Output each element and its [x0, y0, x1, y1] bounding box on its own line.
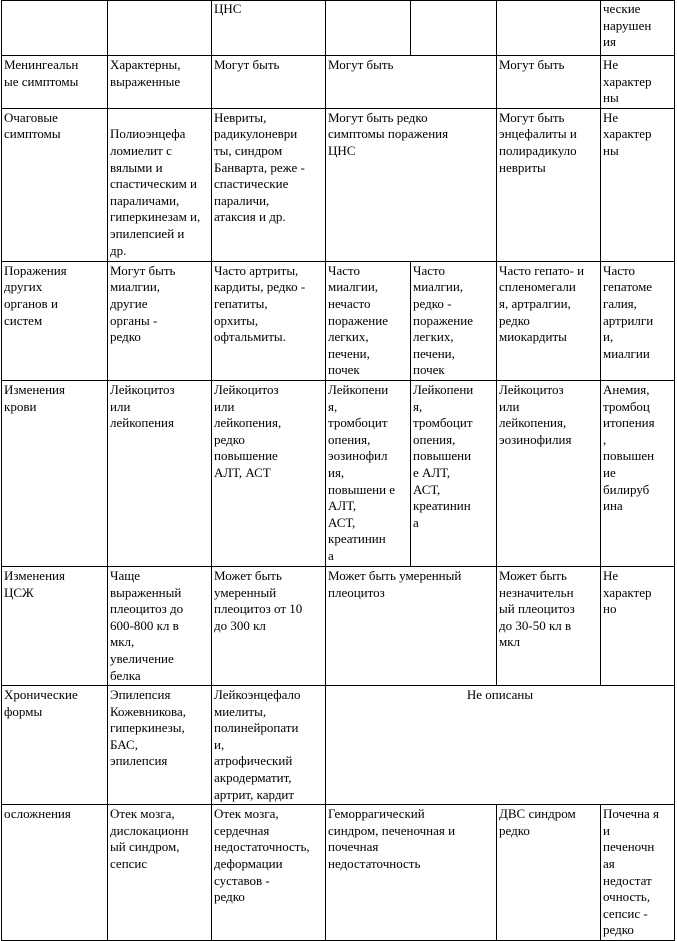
cell-complications-label: осложнения: [2, 805, 108, 941]
cell-complications-col4: ДВС синдром редко: [497, 805, 601, 941]
cell-chronic-label: Хронические формы: [2, 686, 108, 805]
cell-csf-label: Изменения ЦСЖ: [2, 566, 108, 685]
cell-organs-col2: Часто артриты, кардиты, редко - гепатиты, орхиты, офтальмиты.: [212, 261, 326, 380]
cell-organs-col4: Часто миалгии, редко - поражение легких, печени, почек: [411, 261, 497, 380]
table-row-focal: [2, 108, 675, 261]
cell-blood-col4: Лейкопени я, тромбоцит опения, повышени е АЛТ, АСТ, креатинин а: [411, 380, 497, 566]
cell-focal-col2: Невриты, радикулоневри ты, синдром Банварта, реже - спастические параличи, атаксия и др.: [212, 108, 326, 261]
cell-blood-col6: Анемия, тромбоц итопения , повышен ие билируб ина: [601, 380, 675, 566]
cell-csf-col3: Может быть умеренный плеоцитоз: [326, 566, 497, 685]
cell-top-col5: [497, 1, 601, 56]
cell-blood-col1: Лейкоцитоз или лейкопения: [108, 380, 212, 566]
cell-complications-col3: Геморрагический синдром, печеночная и почечная недостаточность: [326, 805, 497, 941]
table-row-csf: [2, 566, 675, 685]
cell-focal-col1: Полиоэнцефа ломиелит с вялыми и спастическим и параличами, гиперкинезам и, эпилепсией и др.: [108, 108, 212, 261]
cell-chronic-not-described: Не описаны: [326, 686, 675, 805]
table-row-complications: [2, 805, 675, 941]
cell-top-label: [2, 1, 108, 56]
table-row-top: [2, 1, 675, 56]
cell-csf-col2: Может быть умеренный плеоцитоз от 10 до 300 кл: [212, 566, 326, 685]
cell-blood-label: Изменения крови: [2, 380, 108, 566]
cell-meningeal-col5: Не характер ны: [601, 56, 675, 109]
cell-organs-col3: Часто миалгии, нечасто поражение легких, печени, почек: [326, 261, 411, 380]
cell-meningeal-col2: Могут быть: [212, 56, 326, 109]
cell-complications-col2: Отек мозга, сердечная недостаточность, деформации суставов - редко: [212, 805, 326, 941]
cell-top-col1: [108, 1, 212, 56]
cell-organs-col6: Часто гепатоме галия, артрилги и, миалгии: [601, 261, 675, 380]
cell-focal-col4: Могут быть энцефалиты и полирадикуло невриты: [497, 108, 601, 261]
cell-csf-col1: Чаще выраженный плеоцитоз до 600-800 кл в мкл, увеличение белка: [108, 566, 212, 685]
cell-organs-col5: Часто гепато- и спленомегали я, артралгии, редко миокардиты: [497, 261, 601, 380]
cell-top-col6: ческие нарушен ия: [601, 1, 675, 56]
table-row-meningeal: [2, 56, 675, 109]
cell-complications-col1: Отек мозга, дислокационн ый синдром, сепсис: [108, 805, 212, 941]
table-row-chronic: [2, 686, 675, 805]
cell-organs-label: Поражения других органов и систем: [2, 261, 108, 380]
cell-organs-col1: Могут быть миалгии, другие органы - редко: [108, 261, 212, 380]
cell-complications-col5: Почечна я и печеночн ая недостат очность, сепсис - редко: [601, 805, 675, 941]
table-row-organs: [2, 261, 675, 380]
comparison-table: [1, 0, 675, 941]
cell-meningeal-col3: Могут быть: [326, 56, 497, 109]
cell-blood-col5: Лейкоцитоз или лейкопения, эозинофилия: [497, 380, 601, 566]
cell-top-col2: ЦНС: [212, 1, 326, 56]
cell-top-col3: [326, 1, 411, 56]
cell-chronic-col1: Эпилепсия Кожевникова, гиперкинезы, БАС, эпилепсия: [108, 686, 212, 805]
cell-meningeal-label: Менингеальн ые симптомы: [2, 56, 108, 109]
cell-top-col4: [411, 1, 497, 56]
cell-blood-col2: Лейкоцитоз или лейкопения, редко повышение АЛТ, АСТ: [212, 380, 326, 566]
cell-blood-col3: Лейкопени я, тромбоцит опения, эозинофил ия, повышени е АЛТ, АСТ, креатинин а: [326, 380, 411, 566]
cell-meningeal-col4: Могут быть: [497, 56, 601, 109]
cell-chronic-col2: Лейкоэнцефало миелиты, полинейропати и, атрофический акродерматит, артрит, кардит: [212, 686, 326, 805]
cell-focal-label: Очаговые симптомы: [2, 108, 108, 261]
cell-focal-col3: Могут быть редко симптомы поражения ЦНС: [326, 108, 497, 261]
table-row-blood: [2, 380, 675, 566]
cell-csf-col5: Не характер но: [601, 566, 675, 685]
cell-meningeal-col1: Характерны, выраженные: [108, 56, 212, 109]
cell-focal-col5: Не характер ны: [601, 108, 675, 261]
cell-csf-col4: Может быть незначительн ый плеоцитоз до 30-50 кл в мкл: [497, 566, 601, 685]
